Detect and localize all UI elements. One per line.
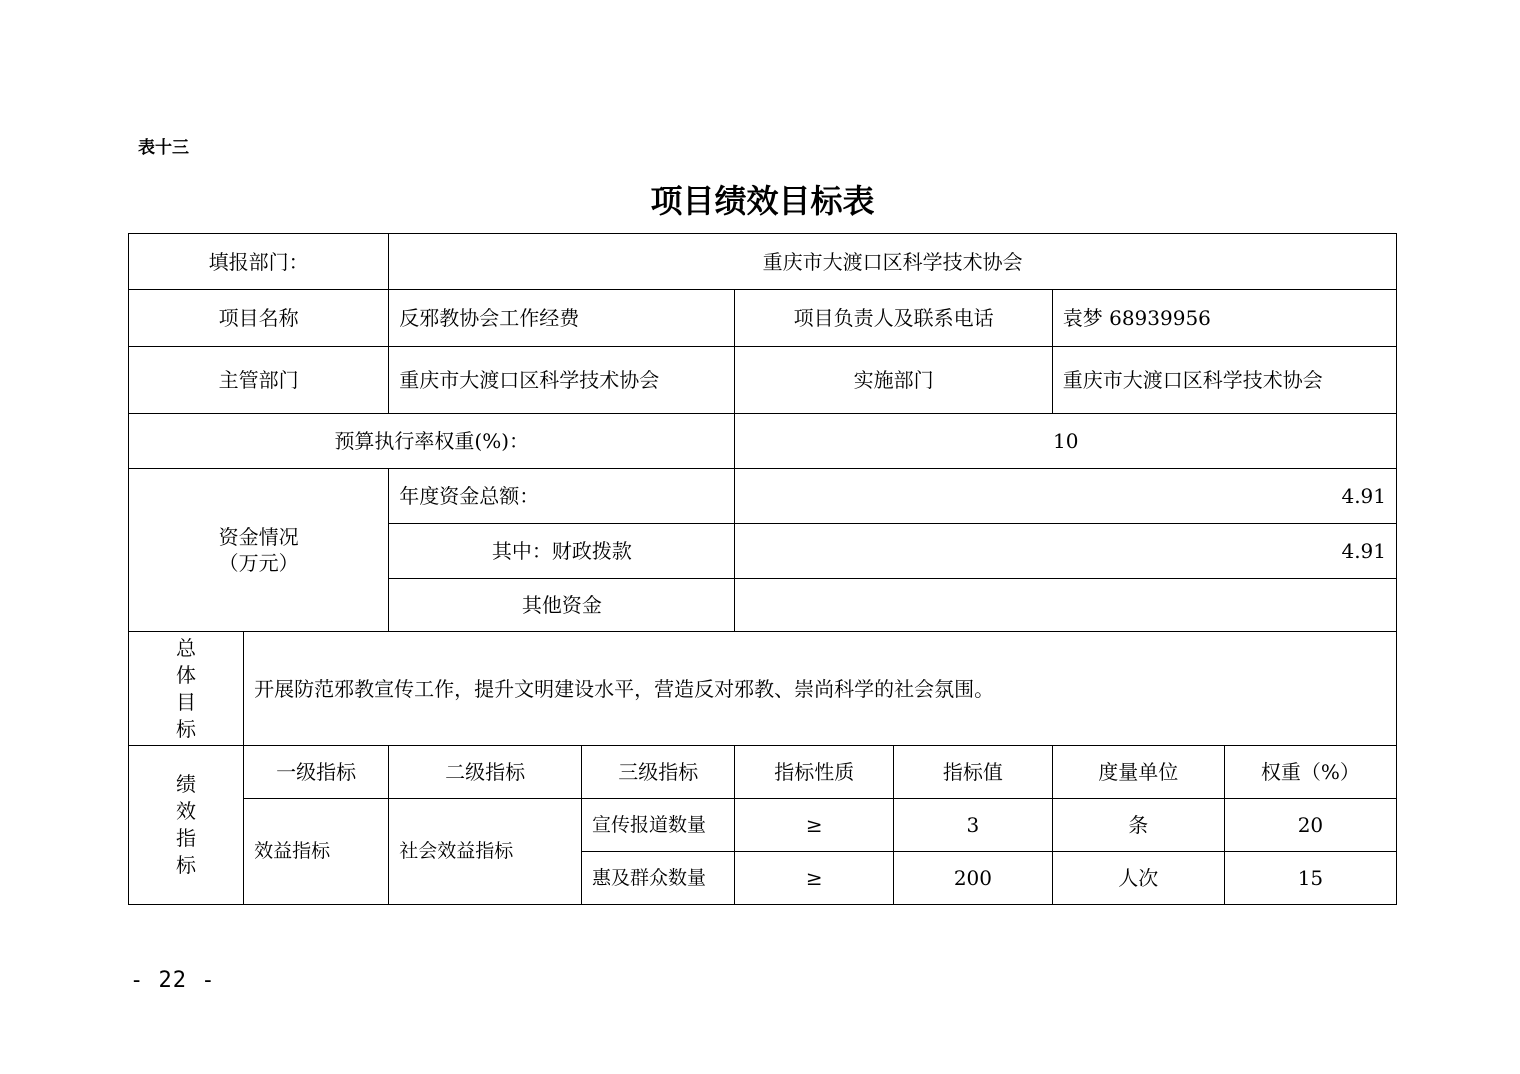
perf-indicator-char: 效 [176,799,197,823]
overall-goal-text: 开展防范邪教宣传工作，提升文明建设水平，营造反对邪教、崇尚科学的社会氛围。 [244,632,1397,746]
funds-label-line-2: （万元） [218,551,299,575]
funds-label [129,469,389,632]
table-row [129,290,1397,347]
annual-total-label: 年度资金总额： [389,469,735,524]
project-name-label: 项目名称 [129,290,389,347]
level3-indicator: 宣传报道数量 [582,799,735,852]
header-weight: 权重（%） [1224,746,1396,799]
table-row [129,347,1397,414]
project-name-value: 反邪教协会工作经费 [389,290,735,347]
performance-goal-table [128,233,1397,905]
funds-label-line-1: 资金情况 [218,525,299,549]
table-row [129,469,1397,524]
contact-label: 项目负责人及联系电话 [735,290,1052,347]
header-nature: 指标性质 [735,746,894,799]
indicator-nature: ≥ [735,852,894,905]
table-row [129,234,1397,290]
other-funds-value [735,579,1397,632]
budget-weight-value: 10 [735,414,1397,469]
perf-indicator-label [129,746,244,905]
fill-dept-label: 填报部门： [129,234,389,290]
contact-value: 袁梦 68939956 [1052,290,1396,347]
perf-indicator-char: 绩 [176,772,197,796]
supervisor-value: 重庆市大渡口区科学技术协会 [389,347,735,414]
supervisor-label: 主管部门 [129,347,389,414]
fiscal-funds-value: 4.91 [735,524,1397,579]
overall-goal-char: 体 [176,662,197,687]
header-level1: 一级指标 [244,746,389,799]
level2-indicator: 社会效益指标 [389,799,582,905]
level3-indicator: 惠及群众数量 [582,852,735,905]
indicator-weight: 15 [1224,852,1396,905]
indicator-nature: ≥ [735,799,894,852]
header-level2: 二级指标 [389,746,582,799]
impl-dept-value: 重庆市大渡口区科学技术协会 [1052,347,1396,414]
overall-goal-label [129,632,244,746]
indicator-value: 200 [894,852,1053,905]
perf-indicator-char: 指 [176,826,197,850]
table-header-row [129,746,1397,799]
other-funds-label: 其他资金 [389,579,735,632]
page-title: 项目绩效目标表 [650,182,875,220]
level1-indicator: 效益指标 [244,799,389,905]
budget-weight-label: 预算执行率权重(%)： [129,414,735,469]
header-unit: 度量单位 [1052,746,1224,799]
overall-goal-char: 目 [176,689,197,714]
overall-goal-char: 总 [176,635,197,660]
indicator-unit: 人次 [1052,852,1224,905]
perf-indicator-char: 标 [176,853,197,877]
header-level3: 三级指标 [582,746,735,799]
table-row [129,632,1397,746]
table-row [129,799,1397,852]
table-row [129,414,1397,469]
indicator-weight: 20 [1224,799,1396,852]
fiscal-funds-label: 其中：财政拨款 [389,524,735,579]
header-value: 指标值 [894,746,1053,799]
fill-dept-value: 重庆市大渡口区科学技术协会 [389,234,1397,290]
annual-total-value: 4.91 [735,469,1397,524]
overall-goal-char: 标 [176,716,197,741]
table-label: 表十三 [138,138,189,158]
indicator-unit: 条 [1052,799,1224,852]
indicator-value: 3 [894,799,1053,852]
page-number: - 22 - [130,968,216,993]
impl-dept-label: 实施部门 [735,347,1052,414]
